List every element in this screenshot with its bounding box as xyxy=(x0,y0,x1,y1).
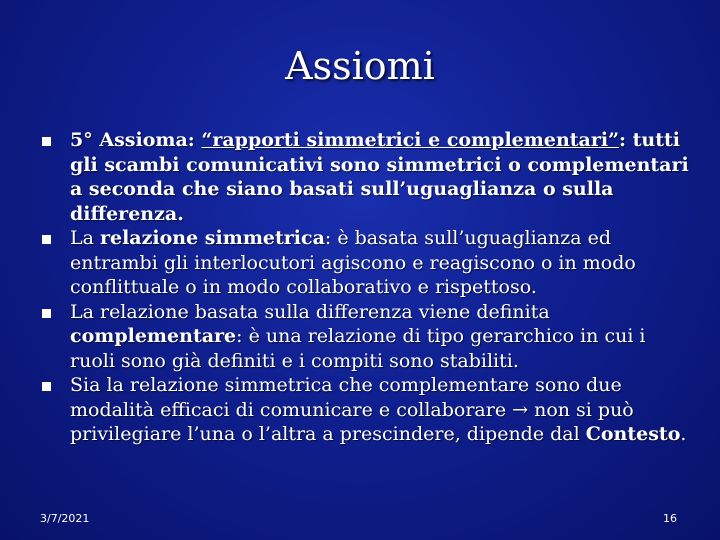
bullet-2-text: : è basata sull’uguaglianza ed entrambi gli interlocutori agiscono e reagiscono o in modo conflittuale o in modo collaborativo e rispettoso. xyxy=(70,227,636,298)
bullet-3-text: : è una relazione di tipo gerarchico in cui i ruoli sono già definiti e i compiti sono stabiliti. xyxy=(70,325,646,372)
bullet-item-4 xyxy=(40,373,692,447)
footer-date: 3/7/2021 xyxy=(40,512,90,525)
slide-title: Assiomi xyxy=(285,44,435,88)
bullet-item-2 xyxy=(40,226,692,300)
bullet-4-text: . xyxy=(680,423,687,445)
bullet-list xyxy=(40,128,692,447)
bullet-3-emphasis: complementare xyxy=(70,325,237,347)
bullet-3-lead: La relazione basata sulla differenza viene definita xyxy=(70,300,550,323)
square-bullet-icon xyxy=(42,235,51,244)
bullet-2-lead: La xyxy=(70,227,100,249)
bullet-1-lead: 5° Assioma: xyxy=(70,129,202,151)
page-number: 16 xyxy=(663,512,677,525)
square-bullet-icon xyxy=(42,309,51,318)
bullet-item-3 xyxy=(40,300,692,374)
bullet-item-1 xyxy=(40,128,692,226)
bullet-2-emphasis: relazione simmetrica xyxy=(99,227,325,249)
bullet-4-lead: Sia la relazione simmetrica che complementare sono due modalità efficaci di comunicare e collaborare → non si può privilegiare l’una o l’altra a prescindere, dipende dal xyxy=(70,374,634,445)
bullet-1-emphasis: “rapporti simmetrici e complementari” xyxy=(201,129,620,151)
square-bullet-icon xyxy=(42,137,51,146)
square-bullet-icon xyxy=(42,382,51,391)
bullet-1-text: : tutti gli scambi comunicativi sono simmetrici o complementari a seconda che siano basati sull’uguaglianza o sulla differenza. xyxy=(70,129,689,225)
bullet-4-emphasis: Contesto xyxy=(585,423,681,445)
